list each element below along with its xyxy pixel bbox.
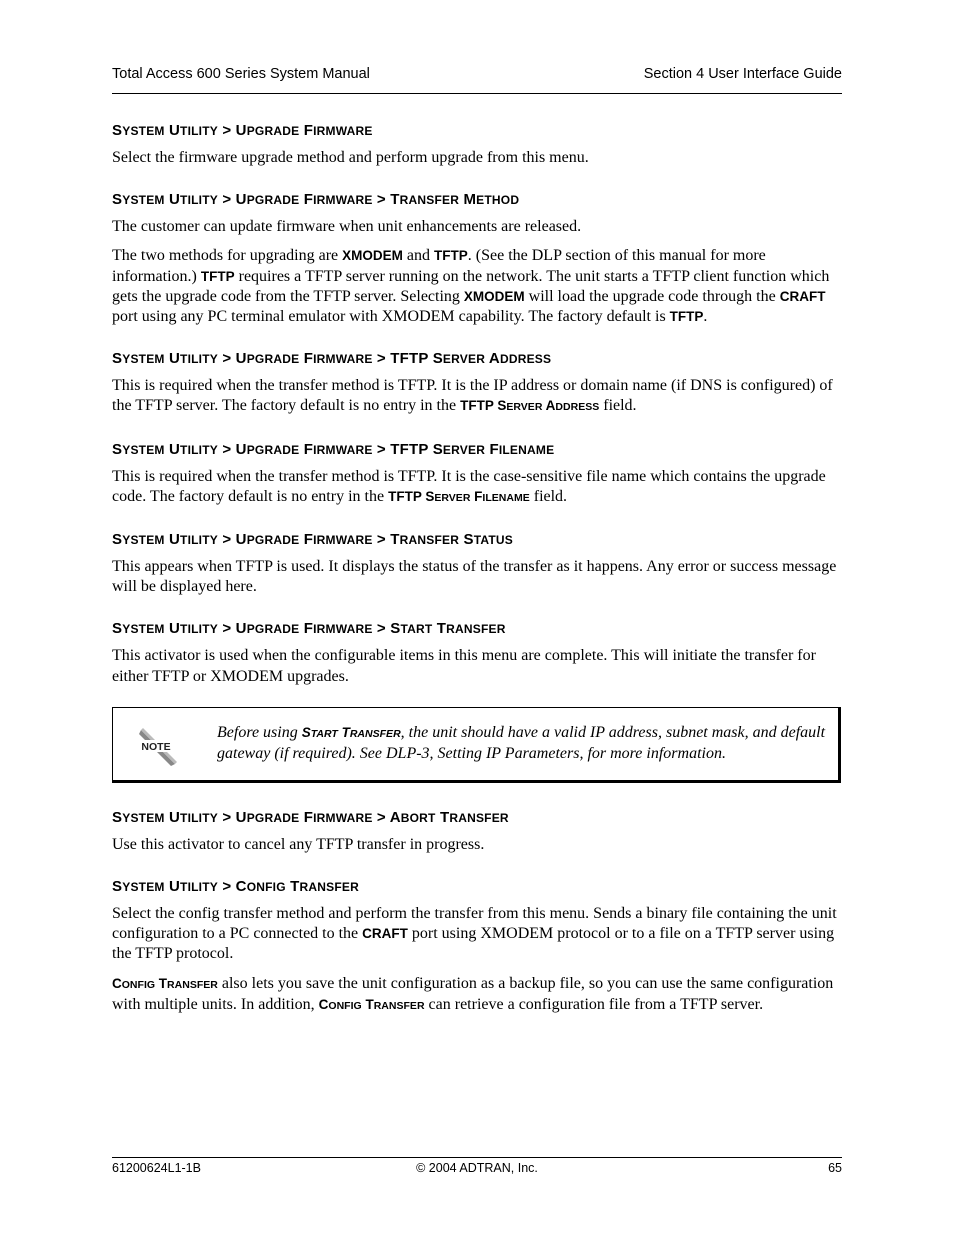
keyword: TFTP	[200, 268, 235, 284]
page-content	[112, 120, 842, 1025]
heading-config-transfer: SYSTEM UTILITY > CONFIG TRANSFER	[112, 878, 359, 896]
keyword: TFTP	[669, 309, 704, 325]
heading-abort-transfer: SYSTEM UTILITY > UPGRADE FIRMWARE > ABORT TRANSFER	[112, 808, 509, 826]
paragraph: The customer can update firmware when unit enhancements are released.	[112, 218, 582, 236]
heading-tftp-server-address: SYSTEM UTILITY > UPGRADE FIRMWARE > TFTP SERVER ADDRESS	[112, 350, 552, 368]
heading-start-transfer: SYSTEM UTILITY > UPGRADE FIRMWARE > START TRANSFER	[112, 620, 506, 638]
note-box	[112, 707, 841, 783]
keyword: CRAFT	[362, 926, 408, 942]
paragraph: This is required when the transfer method is TFTP. It is the IP address or domain name (if DNS is configured) of the TFTP server. The factory default is no entry in the TFTP SERVER ADDRESS field.	[112, 377, 833, 415]
heading-transfer-status: SYSTEM UTILITY > UPGRADE FIRMWARE > TRANSFER STATUS	[112, 531, 513, 549]
paragraph: The two methods for upgrading are XMODEM and TFTP. (See the DLP section of this manual for more information.) TFTP requires a TFTP server running on the network. The unit starts a TFTP client function which gets the upgrade code from the TFTP server. Selecting XMODEM will load the upgrade code through the CRAFT port using any PC terminal emulator with XMODEM capability. The factory default is TFTP.	[112, 247, 830, 326]
footer-copyright: © 2004 ADTRAN, Inc.	[416, 1161, 538, 1175]
keyword: CONFIG TRANSFER	[112, 975, 218, 991]
footer-doc-number: 61200624L1-1B	[112, 1161, 201, 1175]
heading-upgrade-firmware: SYSTEM UTILITY > UPGRADE FIRMWARE	[112, 122, 373, 139]
keyword: XMODEM	[342, 248, 403, 264]
paragraph: Use this activator to cancel any TFTP transfer in progress.	[112, 835, 485, 853]
keyword: TFTP SERVER FILENAME	[388, 488, 530, 504]
keyword: START TRANSFER	[301, 724, 401, 740]
note-text: Before using START TRANSFER, the unit should have a valid IP address, subnet mask, and default gateway (if required). See DLP-3, Setting IP Parameters, for more information.	[217, 723, 826, 762]
paragraph: This activator is used when the configurable items in this menu are complete. This will initiate the transfer for either TFTP or XMODEM upgrades.	[112, 647, 816, 685]
page-number: 65	[828, 1161, 842, 1175]
header-manual-title: Total Access 600 Series System Manual	[112, 66, 370, 82]
paragraph: This appears when TFTP is used. It displays the status of the transfer as it happens. Any error or success message will be displayed here.	[112, 558, 837, 596]
keyword: CRAFT	[779, 288, 826, 304]
paragraph: CONFIG TRANSFER also lets you save the unit configuration as a backup file, so you can use the same configuration with multiple units. In addition, CONFIG TRANSFER can retrieve a configuration file from a TFTP server.	[112, 974, 834, 1013]
keyword: TFTP SERVER ADDRESS	[460, 398, 600, 414]
header-section: Section 4 User Interface Guide	[643, 66, 842, 82]
keyword: XMODEM	[463, 288, 525, 304]
heading-transfer-method: SYSTEM UTILITY > UPGRADE FIRMWARE > TRANSFER METHOD	[112, 191, 520, 209]
page-header	[112, 66, 842, 94]
heading-tftp-server-filename: SYSTEM UTILITY > UPGRADE FIRMWARE > TFTP SERVER FILENAME	[112, 440, 555, 458]
keyword: TFTP	[434, 248, 468, 264]
note-icon-label: NOTE	[141, 740, 171, 753]
page-footer	[112, 1157, 842, 1182]
paragraph: Select the firmware upgrade method and perform upgrade from this menu.	[112, 149, 589, 166]
paragraph: Select the config transfer method and perform the transfer from this menu. Sends a binary file containing the unit configuration to a PC connected to the CRAFT port using XMODEM protocol or to a file on a TFTP server using the TFTP protocol.	[112, 905, 837, 963]
paragraph: This is required when the transfer method is TFTP. It is the case-sensitive file name which contains the upgrade code. The factory default is no entry in the TFTP SERVER FILENAME field.	[112, 467, 826, 505]
note-icon	[137, 728, 181, 768]
keyword: CONFIG TRANSFER	[318, 996, 425, 1012]
